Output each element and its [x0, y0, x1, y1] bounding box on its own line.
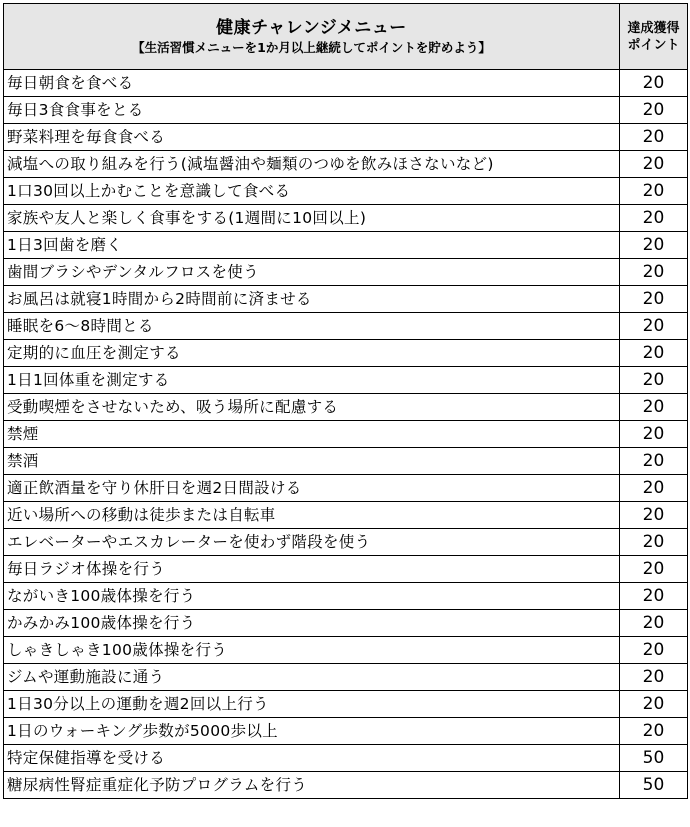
table-row — [4, 637, 688, 664]
table-row — [4, 340, 688, 367]
menu-header-cell — [4, 4, 620, 70]
table-body — [4, 70, 688, 799]
points-cell: 20 — [620, 367, 688, 394]
table-row — [4, 259, 688, 286]
menu-item-cell: 減塩への取り組みを行う(減塩醤油や麺類のつゆを飲みほさないなど) — [4, 151, 620, 178]
points-cell: 20 — [620, 313, 688, 340]
menu-item-cell: 毎日朝食を食べる — [4, 70, 620, 97]
table-row — [4, 448, 688, 475]
menu-item-cell: 定期的に血圧を測定する — [4, 340, 620, 367]
points-cell: 20 — [620, 151, 688, 178]
header-row — [4, 4, 688, 70]
table-row — [4, 313, 688, 340]
menu-item-cell: 1日1回体重を測定する — [4, 367, 620, 394]
points-header-cell — [620, 4, 688, 70]
points-cell: 20 — [620, 232, 688, 259]
table-row — [4, 97, 688, 124]
points-cell: 20 — [620, 340, 688, 367]
points-cell: 20 — [620, 286, 688, 313]
table-row — [4, 232, 688, 259]
table-row — [4, 394, 688, 421]
menu-item-cell: 1日30分以上の運動を週2回以上行う — [4, 691, 620, 718]
menu-item-cell: 禁酒 — [4, 448, 620, 475]
points-cell: 20 — [620, 475, 688, 502]
challenge-menu-table — [3, 3, 688, 799]
menu-item-cell: 睡眠を6～8時間とる — [4, 313, 620, 340]
table-row — [4, 502, 688, 529]
table-row — [4, 691, 688, 718]
table-row — [4, 745, 688, 772]
table-row — [4, 205, 688, 232]
table-row — [4, 610, 688, 637]
points-cell: 20 — [620, 448, 688, 475]
table-row — [4, 124, 688, 151]
menu-item-cell: ジムや運動施設に通う — [4, 664, 620, 691]
menu-item-cell: ながいき100歳体操を行う — [4, 583, 620, 610]
menu-subtitle: 【生活習慣メニューを1か月以上継続してポイントを貯めよう】 — [132, 39, 491, 55]
menu-item-cell: 野菜料理を毎食食べる — [4, 124, 620, 151]
menu-item-cell: 歯間ブラシやデンタルフロスを使う — [4, 259, 620, 286]
points-cell: 20 — [620, 124, 688, 151]
table-row — [4, 178, 688, 205]
points-header-line1: 達成獲得 — [627, 20, 680, 36]
table-row — [4, 151, 688, 178]
menu-item-cell: エレベーターやエスカレーターを使わず階段を使う — [4, 529, 620, 556]
menu-item-cell: 受動喫煙をさせないため、吸う場所に配慮する — [4, 394, 620, 421]
menu-item-cell: 毎日3食食事をとる — [4, 97, 620, 124]
points-cell: 20 — [620, 97, 688, 124]
menu-item-cell: しゃきしゃき100歳体操を行う — [4, 637, 620, 664]
menu-item-cell: 1日3回歯を磨く — [4, 232, 620, 259]
table-row — [4, 367, 688, 394]
points-cell: 20 — [620, 394, 688, 421]
points-cell: 20 — [620, 421, 688, 448]
table-row — [4, 529, 688, 556]
points-cell: 20 — [620, 637, 688, 664]
menu-item-cell: 近い場所への移動は徒歩または自転車 — [4, 502, 620, 529]
points-cell: 20 — [620, 205, 688, 232]
points-cell: 20 — [620, 556, 688, 583]
points-cell: 20 — [620, 529, 688, 556]
table-row — [4, 772, 688, 799]
menu-item-cell: 特定保健指導を受ける — [4, 745, 620, 772]
points-cell: 20 — [620, 259, 688, 286]
table-row — [4, 286, 688, 313]
table-row — [4, 421, 688, 448]
points-cell: 20 — [620, 691, 688, 718]
points-cell: 20 — [620, 610, 688, 637]
menu-item-cell: 適正飲酒量を守り休肝日を週2日間設ける — [4, 475, 620, 502]
table-header — [4, 4, 688, 70]
points-cell: 50 — [620, 745, 688, 772]
table-row — [4, 664, 688, 691]
table-row — [4, 70, 688, 97]
menu-title: 健康チャレンジメニュー — [216, 17, 407, 38]
menu-item-cell: 禁煙 — [4, 421, 620, 448]
points-cell: 20 — [620, 70, 688, 97]
table-row — [4, 556, 688, 583]
menu-item-cell: かみかみ100歳体操を行う — [4, 610, 620, 637]
points-cell: 20 — [620, 583, 688, 610]
points-cell: 20 — [620, 178, 688, 205]
menu-item-cell: 1日のウォーキング歩数が5000歩以上 — [4, 718, 620, 745]
table-row — [4, 718, 688, 745]
points-cell: 50 — [620, 772, 688, 799]
menu-item-cell: 毎日ラジオ体操を行う — [4, 556, 620, 583]
table-row — [4, 475, 688, 502]
menu-item-cell: 糖尿病性腎症重症化予防プログラムを行う — [4, 772, 620, 799]
menu-item-cell: 家族や友人と楽しく食事をする(1週間に10回以上) — [4, 205, 620, 232]
menu-item-cell: お風呂は就寝1時間から2時間前に済ませる — [4, 286, 620, 313]
points-header-line2: ポイント — [627, 37, 680, 53]
menu-item-cell: 1口30回以上かむことを意識して食べる — [4, 178, 620, 205]
points-cell: 20 — [620, 664, 688, 691]
table-row — [4, 583, 688, 610]
points-cell: 20 — [620, 718, 688, 745]
points-cell: 20 — [620, 502, 688, 529]
